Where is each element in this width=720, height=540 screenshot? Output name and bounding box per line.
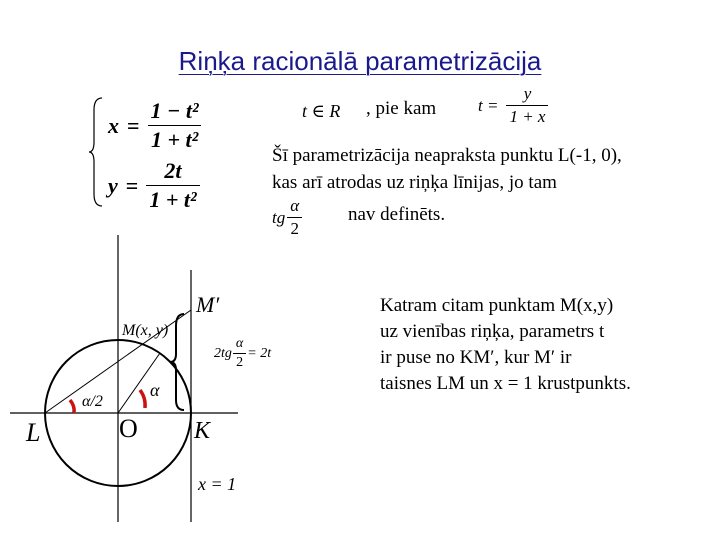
pie-kam-text: , pie kam — [366, 98, 437, 119]
equation-x — [108, 98, 202, 153]
note-line-3: nav definēts. — [348, 204, 446, 225]
angle-arc-half — [70, 400, 74, 413]
unit-circle-figure — [0, 230, 300, 530]
eq1-equals: = — [127, 112, 140, 138]
eq1-numerator: 1 − t² — [150, 98, 199, 123]
desc-line-4: taisnes LM un x = 1 krustpunkts. — [380, 373, 631, 394]
eq1-denominator: 1 + t² — [148, 125, 201, 153]
tg-denominator: 2 — [287, 217, 302, 239]
t-def-fraction — [506, 84, 548, 127]
equation-y — [108, 158, 200, 213]
label-O: O — [119, 414, 138, 443]
label-x-equals-1: x = 1 — [198, 474, 237, 494]
label-2tg-denominator: 2 — [233, 353, 246, 371]
t-def-numerator: y — [523, 84, 532, 103]
eq1-fraction — [148, 98, 202, 153]
desc-line-2: uz vienības riņķa, parametrs t — [380, 321, 605, 342]
eq2-lhs: y — [108, 172, 118, 198]
eq1-lhs: x — [108, 112, 119, 138]
tg-numerator: α — [290, 196, 300, 215]
label-2tg-numerator: α — [235, 336, 244, 351]
label-alpha-half: α/2 — [82, 393, 103, 410]
tg-prefix: tg — [272, 207, 286, 227]
note-line-1: Šī parametrizācija neapraksta punktu L(-1, 0), — [272, 145, 622, 166]
eq2-denominator: 1 + t² — [146, 185, 199, 213]
desc-line-3: ir puse no KM′, kur M′ ir — [380, 347, 572, 368]
angle-arc-alpha — [140, 390, 145, 408]
eq2-equals: = — [125, 172, 139, 198]
t-def-denominator: 1 + x — [506, 105, 548, 127]
label-M-prime: M′ — [196, 292, 220, 317]
label-M: M(x, y) — [122, 322, 169, 339]
label-alpha: α — [150, 380, 160, 400]
note-line-2: kas arī atrodas uz riņķa līnijas, jo tam — [272, 172, 557, 193]
label-2tg — [214, 336, 271, 371]
segment-brace — [170, 314, 184, 410]
desc-line-1: Katram citam punktam M(x,y) — [380, 295, 614, 316]
t-definition — [478, 84, 548, 127]
label-2tg-prefix: 2tg — [214, 345, 232, 361]
label-2tg-rhs: = 2t — [247, 345, 272, 361]
system-brace — [88, 96, 104, 208]
description-paragraph — [380, 293, 715, 397]
label-2tg-fraction — [233, 336, 246, 371]
parameter-domain: t ∈ R — [302, 101, 341, 121]
t-def-lhs: t = — [478, 95, 499, 115]
note-paragraph — [272, 142, 717, 196]
label-L: L — [26, 418, 41, 447]
eq2-numerator: 2t — [164, 158, 182, 183]
page-title: Riņķa racionālā parametrizācija — [178, 46, 542, 76]
eq2-fraction — [146, 158, 199, 213]
label-K: K — [194, 418, 211, 444]
